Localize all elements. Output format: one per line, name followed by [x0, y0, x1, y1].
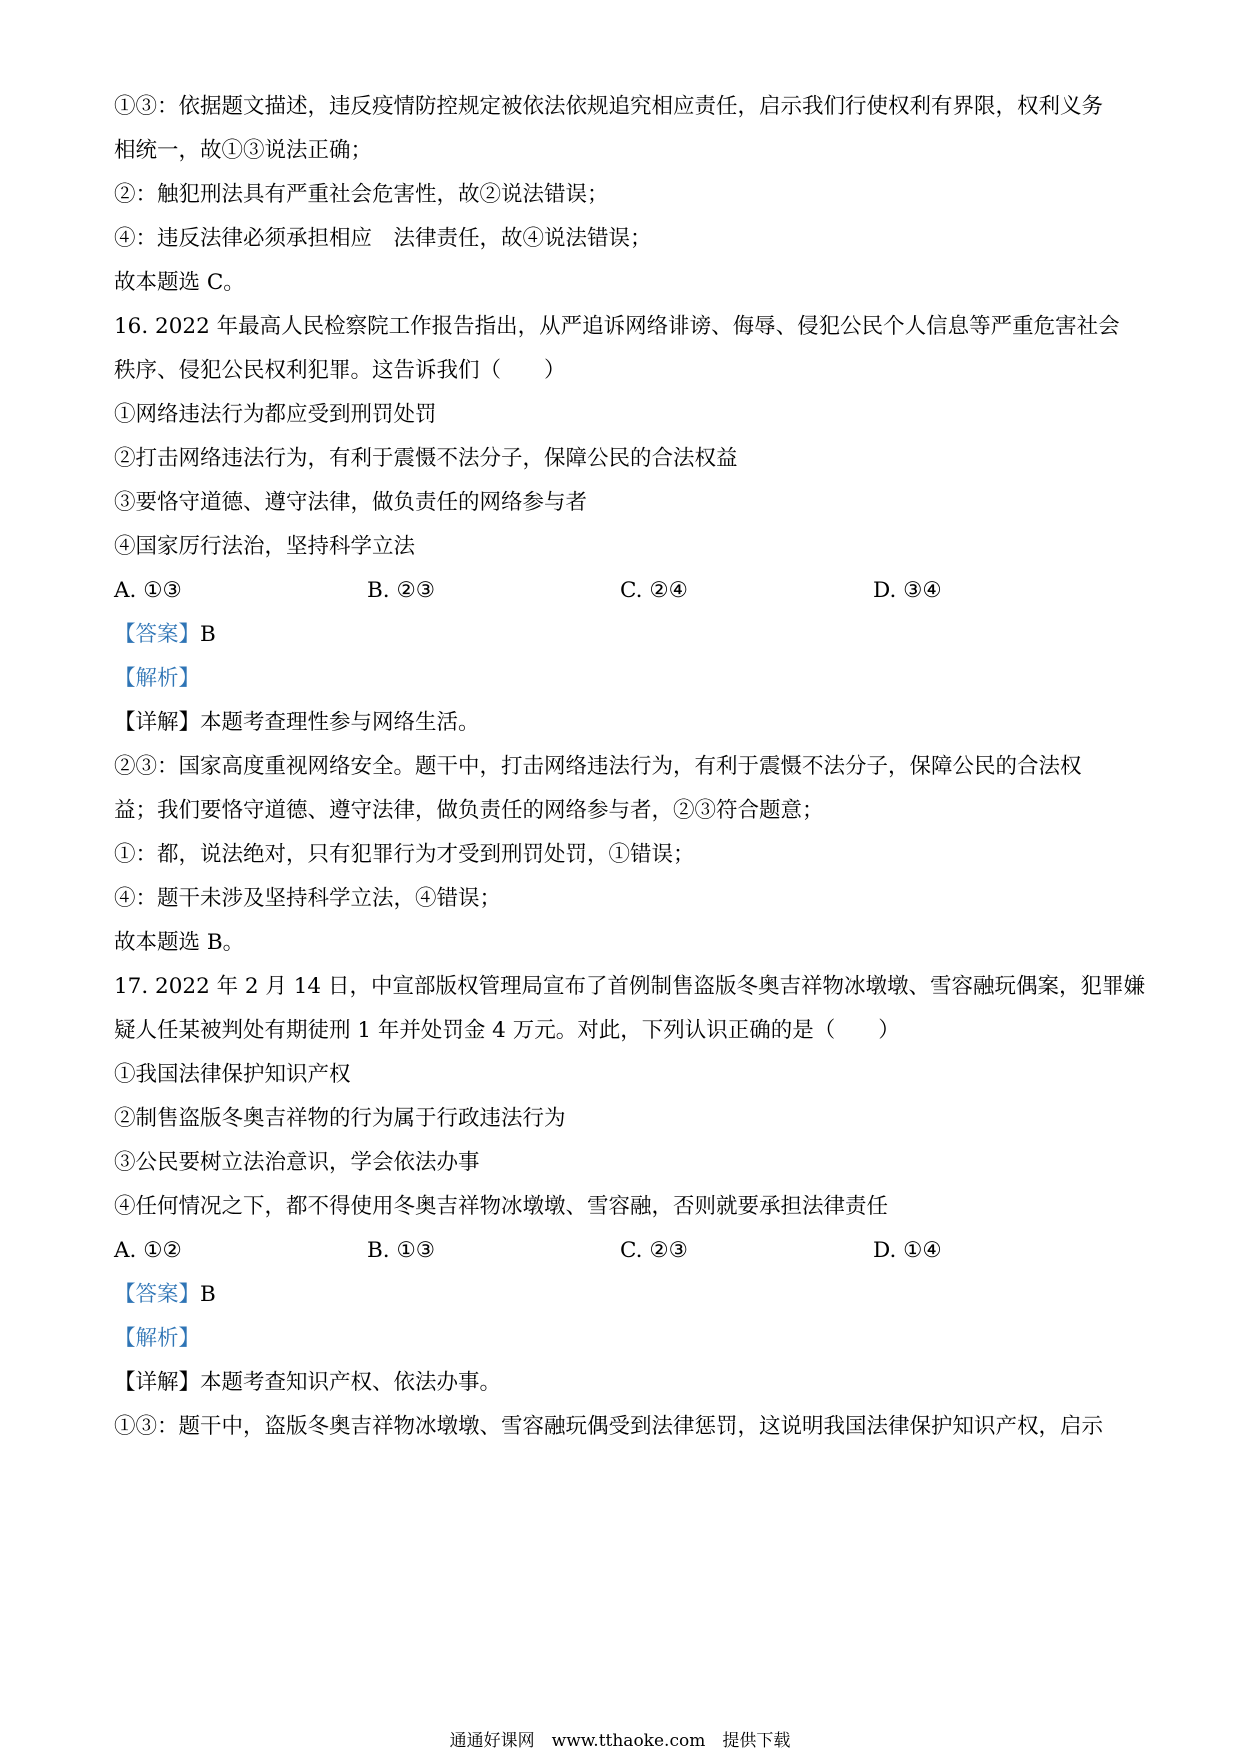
detail-line [114, 708, 480, 738]
detail-line [114, 1368, 501, 1398]
question-17-item: ①我国法律保护知识产权 [114, 1062, 351, 1087]
paragraph-line: ①③：依据题文描述，违反疫情防控规定被依法依规追究相应责任，启示我们行使权利有界限，权利义务 [114, 94, 1104, 119]
answer-line [114, 620, 216, 650]
option-a: A. ①② [114, 1238, 182, 1263]
option-b: B. ①③ [367, 1238, 436, 1263]
explanation-line: ①：都，说法绝对，只有犯罪行为才受到刑罚处罚，①错误； [114, 842, 695, 867]
option-c: C. ②④ [620, 578, 688, 603]
explanation-line: ④：题干未涉及坚持科学立法，④错误； [114, 886, 502, 911]
paragraph-line: 故本题选 C。 [114, 270, 245, 295]
question-16-item: ③要恪守道德、遵守法律，做负责任的网络参与者 [114, 490, 588, 515]
question-16-stem: 秩序、侵犯公民权利犯罪。这告诉我们（ ） [114, 358, 566, 383]
answer-line [114, 1280, 216, 1310]
detail-tag: 【详解】 [114, 1370, 201, 1395]
analysis-tag: 【解析】 [114, 1326, 201, 1351]
question-16-stem: 16. 2022 年最高人民检察院工作报告指出，从严追诉网络诽谤、侮辱、侵犯公民个人信息等严重危害社会 [114, 314, 1120, 339]
paragraph-line: 相统一，故①③说法正确； [114, 138, 373, 163]
answer-tag: 【答案】 [114, 622, 201, 647]
paragraph-line: ②：触犯刑法具有严重社会危害性，故②说法错误； [114, 182, 609, 207]
explanation-line: 故本题选 B。 [114, 930, 245, 955]
option-b: B. ②③ [367, 578, 436, 603]
explanation-line: ①③：题干中，盗版冬奥吉祥物冰墩墩、雪容融玩偶受到法律惩罚，这说明我国法律保护知识产权，启示 [114, 1414, 1104, 1439]
question-17-stem: 疑人任某被判处有期徒刑 1 年并处罚金 4 万元。对此，下列认识正确的是（ ） [114, 1018, 900, 1043]
detail-text: 本题考查理性参与网络生活。 [200, 710, 480, 735]
option-c: C. ②③ [620, 1238, 688, 1263]
detail-text: 本题考查知识产权、依法办事。 [200, 1370, 502, 1395]
page-footer: 通通好课网 www.tthaoke.com 提供下载 [449, 1731, 791, 1751]
detail-tag: 【详解】 [114, 710, 201, 735]
option-d: D. ①④ [873, 1238, 942, 1263]
question-17-item: ④任何情况之下，都不得使用冬奥吉祥物冰墩墩、雪容融，否则就要承担法律责任 [114, 1194, 889, 1219]
answer-tag: 【答案】 [114, 1282, 201, 1307]
explanation-line: 益；我们要恪守道德、遵守法律，做负责任的网络参与者，②③符合题意； [114, 798, 824, 823]
paragraph-line: ④：违反法律必须承担相应 法律责任，故④说法错误； [114, 226, 652, 251]
question-17-item: ③公民要树立法治意识，学会依法办事 [114, 1150, 480, 1175]
option-a: A. ①③ [114, 578, 182, 603]
analysis-tag: 【解析】 [114, 666, 201, 691]
question-17-item: ②制售盗版冬奥吉祥物的行为属于行政违法行为 [114, 1106, 566, 1131]
explanation-line: ②③：国家高度重视网络安全。题干中，打击网络违法行为，有利于震慑不法分子，保障公民的合法权 [114, 754, 1082, 779]
option-d: D. ③④ [873, 578, 942, 603]
question-17-stem: 17. 2022 年 2 月 14 日，中宣部版权管理局宣布了首例制售盗版冬奥吉祥物冰墩墩、雪容融玩偶案，犯罪嫌 [114, 974, 1145, 999]
question-16-item: ①网络违法行为都应受到刑罚处罚 [114, 402, 437, 427]
question-16-item: ④国家厉行法治，坚持科学立法 [114, 534, 416, 559]
answer-value: B [200, 1282, 216, 1307]
answer-value: B [200, 622, 216, 647]
question-16-item: ②打击网络违法行为，有利于震慑不法分子，保障公民的合法权益 [114, 446, 738, 471]
